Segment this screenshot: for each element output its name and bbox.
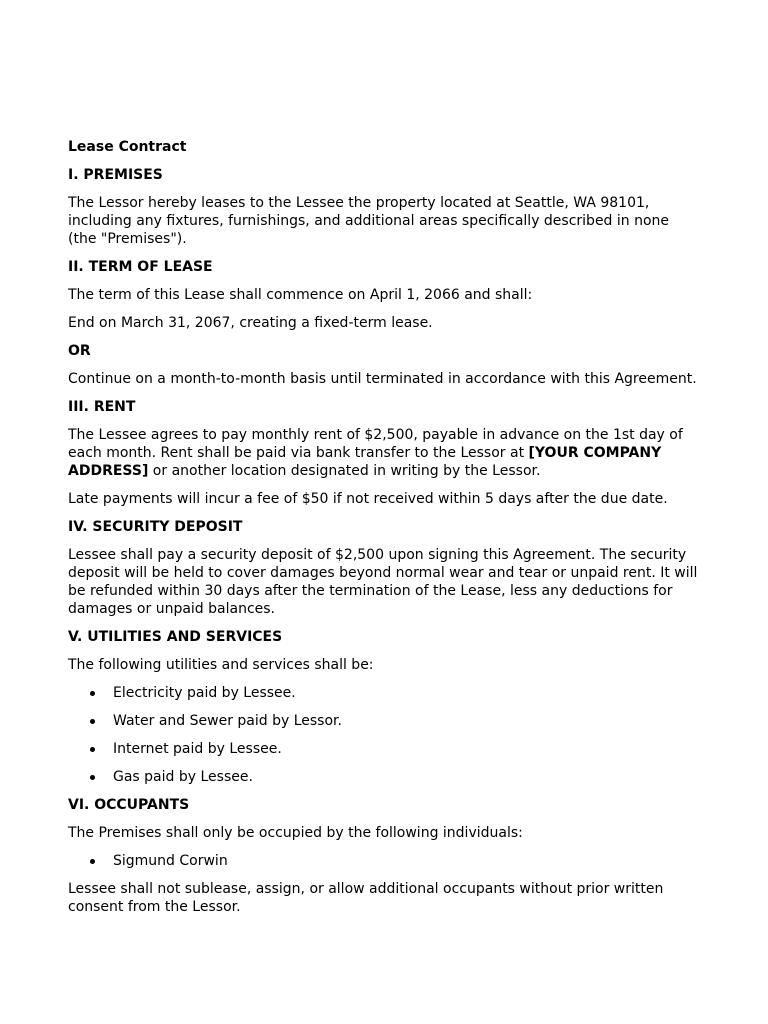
- premises-text: The Lessor hereby leases to the Lessee the property located at Seattle, WA 98101, including any fixtures, furnishings, and additional areas specifically described in none (the "Premises").: [68, 195, 670, 247]
- occupants-intro: The Premises shall only be occupied by the following individuals:: [68, 825, 523, 841]
- section-heading-rent: III. RENT: [68, 399, 136, 415]
- term-or-label: OR: [68, 343, 91, 359]
- term-intro: The term of this Lease shall commence on April 1, 2066 and shall:: [68, 287, 533, 303]
- list-item: Internet paid by Lessee.: [113, 740, 700, 758]
- document-title: Lease Contract: [68, 139, 187, 155]
- list-item: Gas paid by Lessee.: [113, 768, 700, 786]
- rent-late-fee: Late payments will incur a fee of $50 if not received within 5 days after the due date.: [68, 491, 668, 507]
- occupants-list: [68, 852, 700, 870]
- section-heading-premises: I. PREMISES: [68, 167, 163, 183]
- section-heading-utilities: V. UTILITIES AND SERVICES: [68, 629, 283, 645]
- term-option-monthly: Continue on a month-to-month basis until terminated in accordance with this Agreement.: [68, 371, 697, 387]
- rent-address-placeholder: [YOUR COMPANY ADDRESS]: [68, 445, 662, 479]
- section-heading-occupants: VI. OCCUPANTS: [68, 797, 190, 813]
- utilities-intro: The following utilities and services shall be:: [68, 657, 374, 673]
- rent-text-before: The Lessee agrees to pay monthly rent of $2,500, payable in advance on the 1st day of each month. Rent shall be paid via bank transfer to the Lessor at: [68, 427, 683, 461]
- utilities-list: [68, 684, 700, 786]
- occupants-restriction: Lessee shall not sublease, assign, or allow additional occupants without prior written consent from the Lessor.: [68, 881, 664, 915]
- list-item: Sigmund Corwin: [113, 852, 700, 870]
- rent-text-after: or another location designated in writing by the Lessor.: [148, 463, 541, 479]
- deposit-text: Lessee shall pay a security deposit of $2,500 upon signing this Agreement. The security deposit will be held to cover damages beyond normal wear and tear or unpaid rent. It will be refunded within 30 days after the termination of the Lease, less any deductions for damages or unpaid balances.: [68, 547, 698, 617]
- list-item: Electricity paid by Lessee.: [113, 684, 700, 702]
- term-option-fixed: End on March 31, 2067, creating a fixed-term lease.: [68, 315, 433, 331]
- list-item: Water and Sewer paid by Lessor.: [113, 712, 700, 730]
- section-heading-term: II. TERM OF LEASE: [68, 259, 213, 275]
- rent-text: [68, 426, 700, 480]
- section-heading-deposit: IV. SECURITY DEPOSIT: [68, 519, 243, 535]
